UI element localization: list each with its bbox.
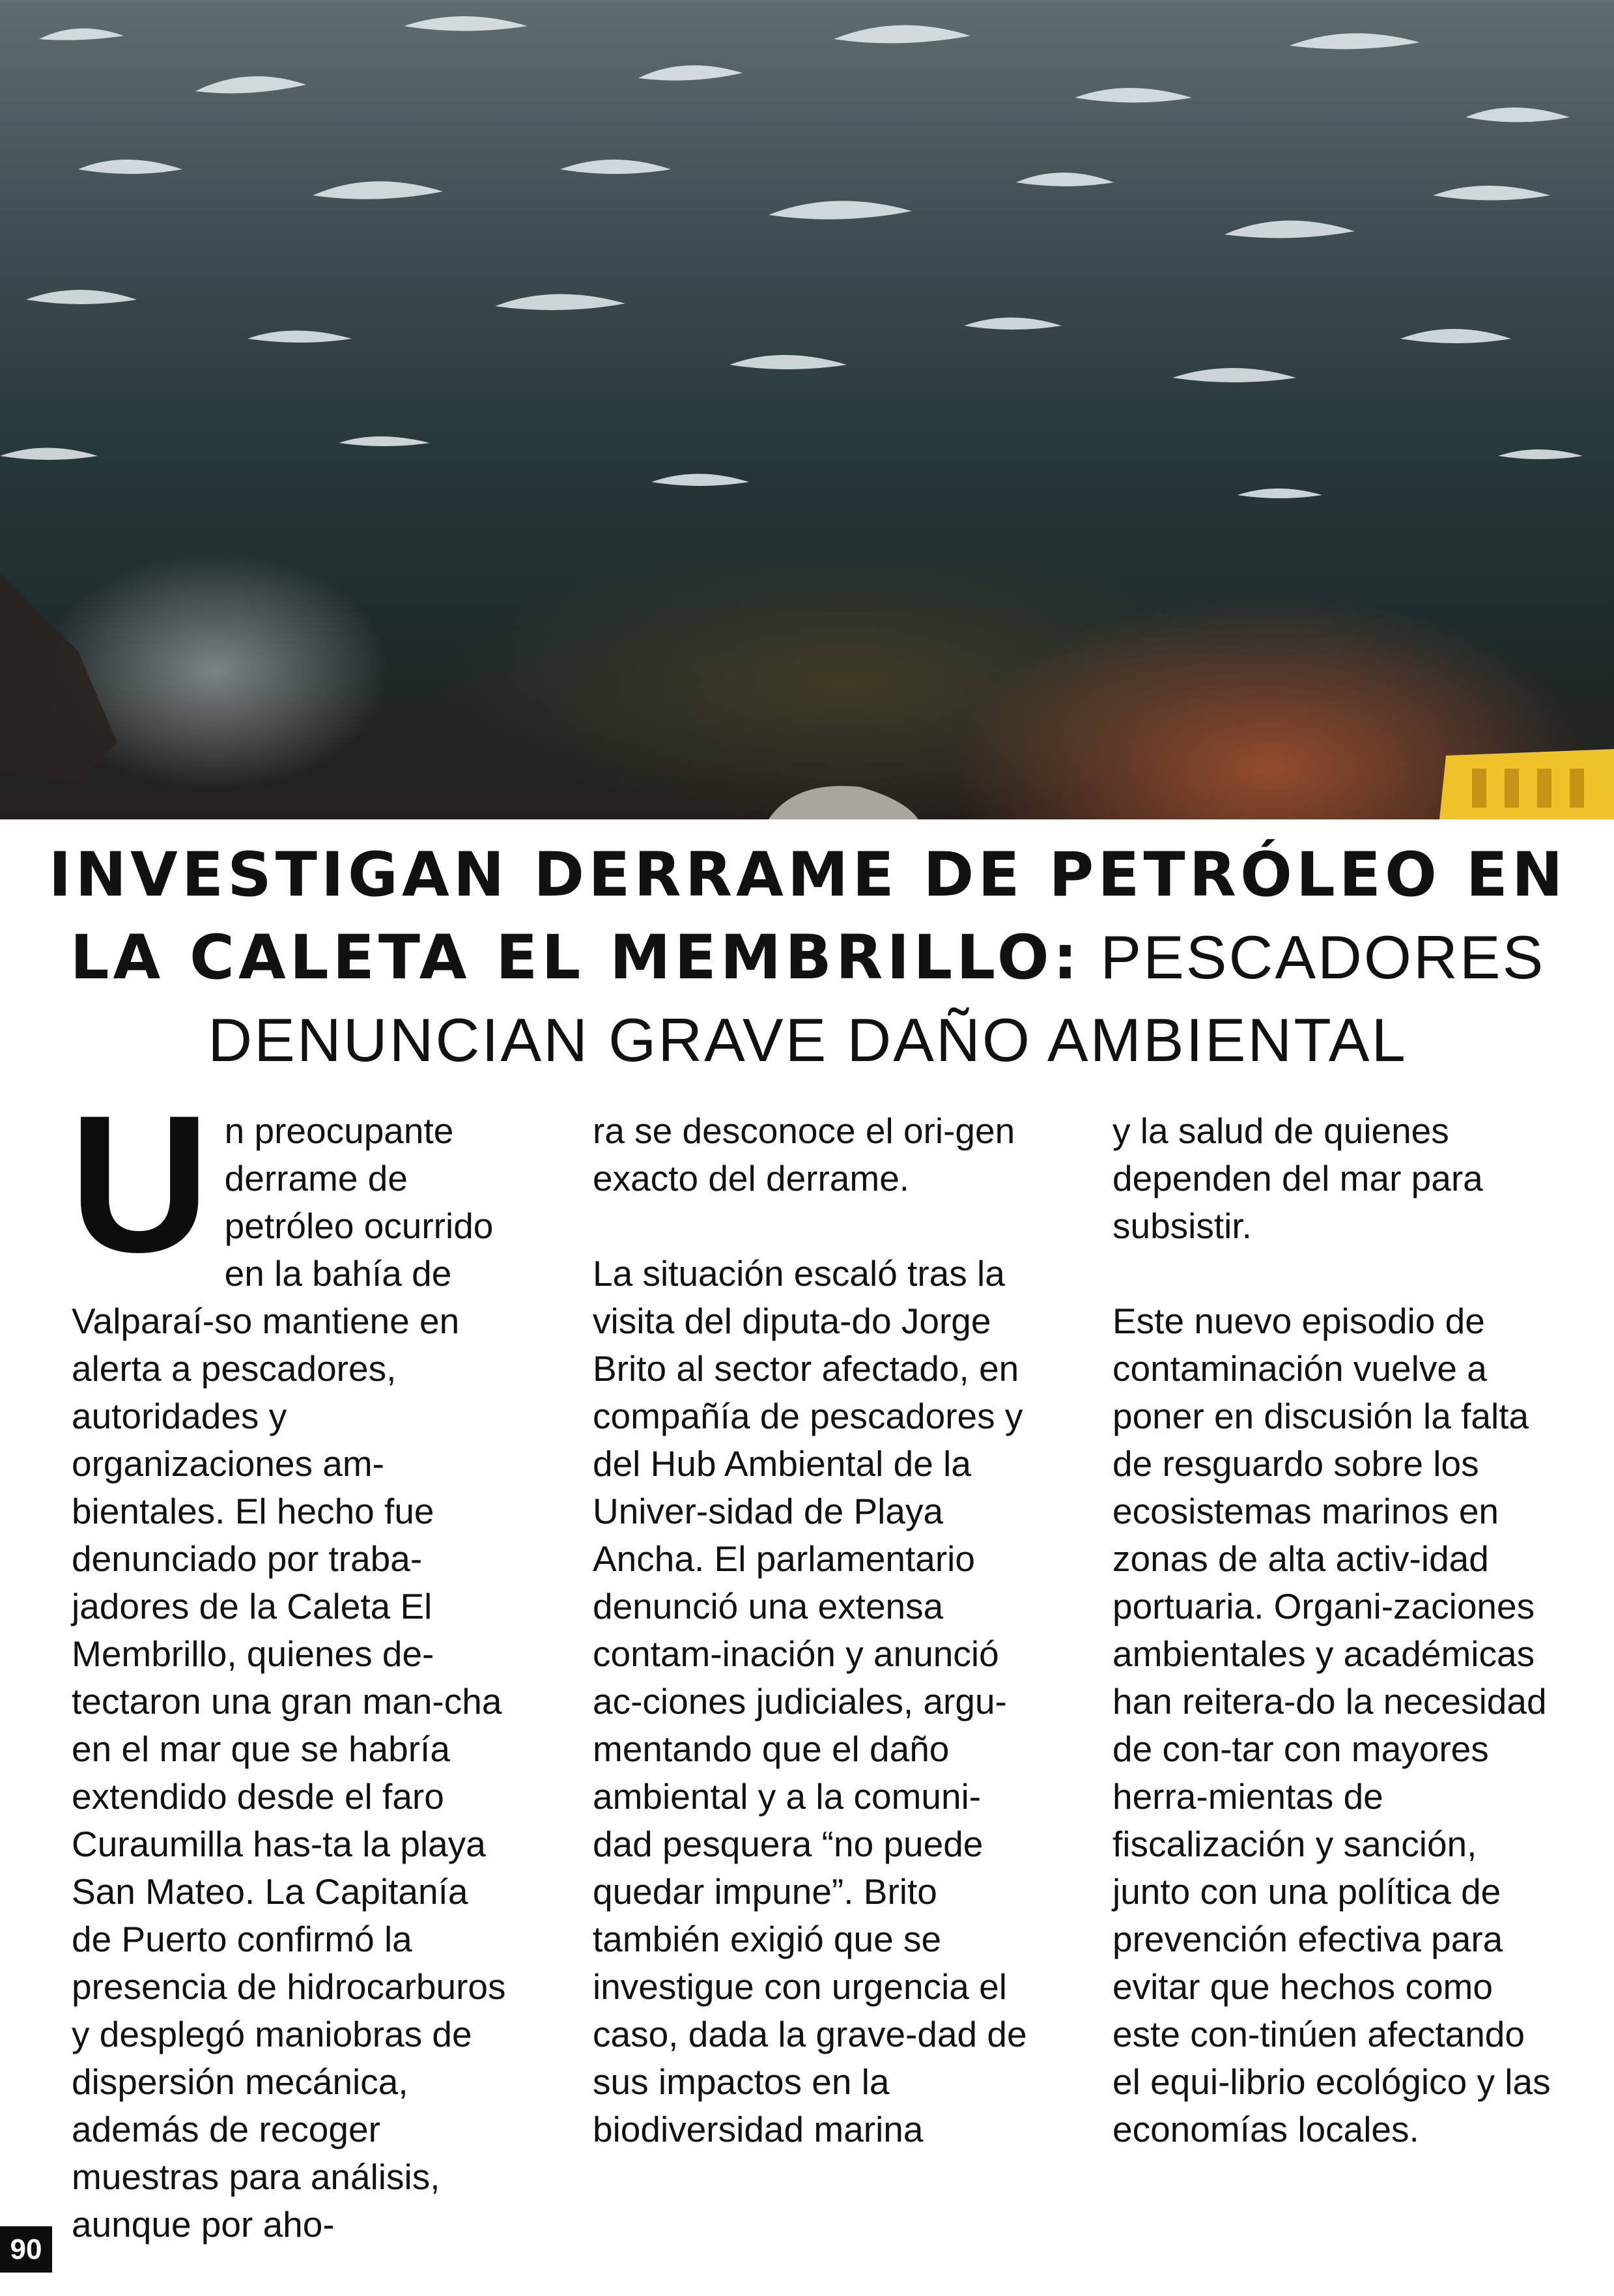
oil-spill-photo bbox=[0, 0, 1614, 819]
column-2-paragraph-2: La situación escaló tras la visita del diputa-do Jorge Brito al sector afectado, en compañía de pescadores y del Hub Ambiental de la Univer-sidad de Playa Ancha. El parlamentario denunció una extensa contam-inación y anunció ac-ciones judiciales, argu-mentando que el daño ambiental y a la comuni-dad pesquera “no puede quedar impune”. Brito también exigió que se investigue con urgencia el caso, dada la grave-dad de sus impactos en la biodiversidad marina bbox=[593, 1253, 1027, 2149]
page-number: 90 bbox=[0, 2226, 52, 2273]
headline-bold: INVESTIGAN DERRAME DE PETRÓLEO EN LA CALETA EL MEMBRILLO: bbox=[48, 840, 1567, 993]
article-column-1 bbox=[69, 1074, 515, 2296]
column-2-paragraph-1: ra se desconoce el ori-gen exacto del derrame. bbox=[593, 1111, 1015, 1198]
column-3-paragraph-1: y la salud de quienes dependen del mar para subsistir. bbox=[1112, 1111, 1483, 1246]
column-3-paragraph-2: Este nuevo episodio de contaminación vuelve a poner en discusión la falta de resguardo sobre los ecosistemas marinos en zonas de alta activ-idad portuaria. Organi-zaciones ambientales y académicas han reitera-do la necesidad de con-tar con mayores herra-mientas de fiscalización y sanción, junto con una política de prevención efectiva para evitar que hechos como este con-tinúen afectando el equi-librio ecológico y las economías locales. bbox=[1112, 1301, 1551, 2149]
drop-cap: U bbox=[69, 1074, 210, 1293]
article-headline bbox=[39, 834, 1576, 1081]
article-column-2 bbox=[593, 1107, 1036, 2201]
column-1-text: n preocupante derrame de petróleo ocurrido en la bahía de Valparaí-so mantiene en alerta a pescadores, autoridades y organizaciones am-bientales. El hecho fue denunciado por traba-jadores de la Caleta El Membrillo, quienes de-tectaron una gran man-cha en el mar que se habría extendido desde el faro Curaumilla has-ta la playa San Mateo. La Capitanía de Puerto confirmó la presencia de hidrocarburos y desplegó maniobras de dispersión mecánica, además de recoger muestras para análisis, aunque por aho- bbox=[72, 1111, 506, 2245]
article-column-3 bbox=[1112, 1107, 1555, 2201]
sea-surface-icon bbox=[0, 0, 1614, 819]
headline-regular: PESCADORES DENUNCIAN GRAVE DAÑO AMBIENTAL bbox=[208, 923, 1546, 1074]
